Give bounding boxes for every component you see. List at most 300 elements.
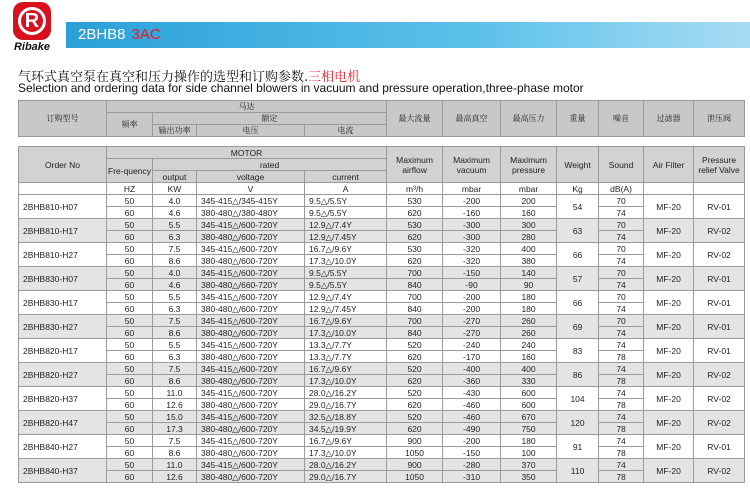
pressure-cell: 160 (501, 207, 557, 219)
airflow-cell: 900 (387, 459, 443, 471)
vacuum-cell: -240 (443, 339, 501, 351)
title-bar (66, 22, 750, 48)
vacuum-cell: -170 (443, 351, 501, 363)
unit-pressure: mbar (501, 183, 557, 195)
output-cell: 4.0 (153, 267, 197, 279)
voltage-cell: 345-415△/600-720Y (197, 315, 305, 327)
relief-cell: RV-02 (694, 411, 745, 435)
vacuum-cell: -490 (443, 423, 501, 435)
vacuum-cell: -200 (443, 435, 501, 447)
table-row (19, 411, 745, 423)
voltage-cell: 345-415△/600-720Y (197, 387, 305, 399)
output-cell: 6.3 (153, 351, 197, 363)
pressure-cell: 260 (501, 327, 557, 339)
filter-cell: MF-20 (644, 267, 694, 291)
sound-cell: 70 (599, 195, 644, 207)
table-row (19, 291, 745, 303)
unit-freq: HZ (107, 183, 153, 195)
relief-cell: RV-02 (694, 387, 745, 411)
table-row (19, 315, 745, 327)
sound-cell: 78 (599, 471, 644, 483)
en-max-vacuum: Maximum vacuum (443, 147, 501, 183)
current-cell: 9.5△/5.5Y (305, 195, 387, 207)
freq-cell: 50 (107, 363, 153, 375)
en-weight: Weight (557, 147, 599, 183)
vacuum-cell: -150 (443, 267, 501, 279)
sound-cell: 74 (599, 231, 644, 243)
order-no-cell: 2BHB820-H27 (19, 363, 107, 387)
freq-cell: 60 (107, 351, 153, 363)
pressure-cell: 400 (501, 243, 557, 255)
sound-cell: 70 (599, 243, 644, 255)
current-cell: 17.3△/10.0Y (305, 327, 387, 339)
pressure-cell: 90 (501, 279, 557, 291)
pressure-cell: 670 (501, 411, 557, 423)
pressure-cell: 350 (501, 471, 557, 483)
en-max-pressure: Maximum pressure (501, 147, 557, 183)
vacuum-cell: -430 (443, 387, 501, 399)
airflow-cell: 840 (387, 327, 443, 339)
output-cell: 4.0 (153, 195, 197, 207)
sound-cell: 70 (599, 219, 644, 231)
voltage-cell: 345-415△/600-720Y (197, 435, 305, 447)
sound-cell: 74 (599, 303, 644, 315)
table-row (19, 375, 745, 387)
airflow-cell: 700 (387, 315, 443, 327)
sound-cell: 74 (599, 327, 644, 339)
voltage-cell: 380-480△/600-720Y (197, 447, 305, 459)
logo-text: Ribake (13, 41, 51, 53)
table-row (19, 267, 745, 279)
vacuum-cell: -310 (443, 471, 501, 483)
table-row (19, 435, 745, 447)
current-cell: 17.3△/10.0Y (305, 375, 387, 387)
filter-cell: MF-20 (644, 315, 694, 339)
output-cell: 11.0 (153, 459, 197, 471)
airflow-cell: 840 (387, 279, 443, 291)
vacuum-cell: -160 (443, 207, 501, 219)
filter-cell: MF-20 (644, 243, 694, 267)
relief-cell: RV-02 (694, 243, 745, 267)
freq-cell: 60 (107, 327, 153, 339)
current-cell: 28.0△/16.2Y (305, 459, 387, 471)
voltage-cell: 345-415△/600-720Y (197, 459, 305, 471)
en-current: current (305, 171, 387, 183)
sound-cell: 74 (599, 363, 644, 375)
unit-weight: Kg (557, 183, 599, 195)
airflow-cell: 530 (387, 195, 443, 207)
sound-cell: 70 (599, 291, 644, 303)
current-cell: 9.5△/5.5Y (305, 279, 387, 291)
order-no-cell: 2BHB810-H17 (19, 219, 107, 243)
en-sound: Sound (599, 147, 644, 183)
airflow-cell: 620 (387, 375, 443, 387)
freq-cell: 60 (107, 231, 153, 243)
airflow-cell: 620 (387, 423, 443, 435)
cn-order-no: 订购型号 (19, 101, 107, 137)
pressure-cell: 180 (501, 291, 557, 303)
current-cell: 16.7△/9.6Y (305, 315, 387, 327)
heading-cn: 气环式真空泵在真空和压力操作的选型和订购参数.三相电机 (18, 70, 361, 85)
order-no-cell: 2BHB820-H37 (19, 387, 107, 411)
unit-current: A (305, 183, 387, 195)
relief-cell: RV-01 (694, 195, 745, 219)
filter-cell: MF-20 (644, 459, 694, 483)
airflow-cell: 700 (387, 267, 443, 279)
weight-cell: 63 (557, 219, 599, 243)
vacuum-cell: -200 (443, 303, 501, 315)
airflow-cell: 1050 (387, 447, 443, 459)
table-row (19, 279, 745, 291)
unit-airflow: m³/h (387, 183, 443, 195)
table-row (19, 195, 745, 207)
weight-cell: 86 (557, 363, 599, 387)
pressure-cell: 260 (501, 315, 557, 327)
pressure-cell: 380 (501, 255, 557, 267)
vacuum-cell: -280 (443, 459, 501, 471)
freq-cell: 60 (107, 255, 153, 267)
current-cell: 12.9△/7.4Y (305, 219, 387, 231)
weight-cell: 120 (557, 411, 599, 435)
weight-cell: 110 (557, 459, 599, 483)
voltage-cell: 345-415△/345-415Y (197, 195, 305, 207)
freq-cell: 50 (107, 291, 153, 303)
pressure-cell: 330 (501, 375, 557, 387)
weight-cell: 66 (557, 291, 599, 315)
order-no-cell: 2BHB840-H27 (19, 435, 107, 459)
voltage-cell: 380-480△/600-720Y (197, 471, 305, 483)
heading-en: Selection and ordering data for side channel blowers in vacuum and pressure operation,three-phase motor (18, 81, 584, 95)
current-cell: 28.0△/16.2Y (305, 387, 387, 399)
current-cell: 16.7△/9.6Y (305, 363, 387, 375)
relief-cell: RV-02 (694, 219, 745, 243)
freq-cell: 50 (107, 387, 153, 399)
relief-cell: RV-02 (694, 459, 745, 483)
filter-cell: MF-20 (644, 291, 694, 315)
vacuum-cell: -360 (443, 375, 501, 387)
order-no-cell: 2BHB820-H47 (19, 411, 107, 435)
table-row (19, 255, 745, 267)
voltage-cell: 345-415△/600-720Y (197, 219, 305, 231)
output-cell: 7.5 (153, 435, 197, 447)
pressure-cell: 180 (501, 435, 557, 447)
title-ac: 3AC (131, 26, 161, 43)
cn-current: 电流 (305, 125, 387, 137)
sound-cell: 78 (599, 423, 644, 435)
unit-voltage: V (197, 183, 305, 195)
pressure-cell: 600 (501, 399, 557, 411)
voltage-cell: 345-415△/600-720Y (197, 291, 305, 303)
voltage-cell: 380-480△/600-720Y (197, 303, 305, 315)
output-cell: 5.5 (153, 339, 197, 351)
order-no-cell: 2BHB830-H07 (19, 267, 107, 291)
airflow-cell: 840 (387, 303, 443, 315)
voltage-cell: 345-415△/600-720Y (197, 243, 305, 255)
sound-cell: 78 (599, 375, 644, 387)
logo-badge (13, 2, 51, 40)
airflow-cell: 620 (387, 351, 443, 363)
pressure-cell: 280 (501, 231, 557, 243)
en-freq: Fre-quency (107, 159, 153, 183)
sound-cell: 78 (599, 351, 644, 363)
voltage-cell: 380-480△/600-720Y (197, 327, 305, 339)
freq-cell: 50 (107, 339, 153, 351)
table-row (19, 327, 745, 339)
current-cell: 13.3△/7.7Y (305, 339, 387, 351)
pressure-cell: 400 (501, 363, 557, 375)
weight-cell: 69 (557, 315, 599, 339)
vacuum-cell: -300 (443, 219, 501, 231)
voltage-cell: 380-480△/600-720Y (197, 399, 305, 411)
en-rated: rated (153, 159, 387, 171)
current-cell: 17.3△/10.0Y (305, 255, 387, 267)
output-cell: 8.6 (153, 327, 197, 339)
vacuum-cell: -270 (443, 315, 501, 327)
freq-cell: 50 (107, 195, 153, 207)
voltage-cell: 380-480△/600-720Y (197, 351, 305, 363)
table-row (19, 399, 745, 411)
airflow-cell: 620 (387, 231, 443, 243)
table-row (19, 303, 745, 315)
table-row (19, 471, 745, 483)
current-cell: 34.5△/19.9Y (305, 423, 387, 435)
freq-cell: 50 (107, 411, 153, 423)
airflow-cell: 530 (387, 219, 443, 231)
freq-cell: 60 (107, 399, 153, 411)
vacuum-cell: -150 (443, 447, 501, 459)
freq-cell: 50 (107, 315, 153, 327)
vacuum-cell: -200 (443, 195, 501, 207)
current-cell: 9.5△/5.5Y (305, 267, 387, 279)
pressure-cell: 300 (501, 219, 557, 231)
freq-cell: 60 (107, 207, 153, 219)
voltage-cell: 345-415△/600-720Y (197, 363, 305, 375)
vacuum-cell: -460 (443, 399, 501, 411)
order-no-cell: 2BHB830-H27 (19, 315, 107, 339)
output-cell: 8.6 (153, 375, 197, 387)
output-cell: 7.5 (153, 315, 197, 327)
current-cell: 9.5△/5.5Y (305, 207, 387, 219)
sound-cell: 74 (599, 387, 644, 399)
en-output: output (153, 171, 197, 183)
vacuum-cell: -270 (443, 327, 501, 339)
table-row (19, 219, 745, 231)
en-max-airflow: Maximum airflow (387, 147, 443, 183)
sound-cell: 74 (599, 339, 644, 351)
table-row (19, 423, 745, 435)
freq-cell: 60 (107, 279, 153, 291)
relief-cell: RV-01 (694, 315, 745, 339)
output-cell: 5.5 (153, 219, 197, 231)
freq-cell: 60 (107, 471, 153, 483)
output-cell: 4.6 (153, 279, 197, 291)
weight-cell: 104 (557, 387, 599, 411)
pressure-cell: 100 (501, 447, 557, 459)
pressure-cell: 240 (501, 339, 557, 351)
cn-header-table (18, 100, 745, 137)
vacuum-cell: -460 (443, 411, 501, 423)
table-row (19, 447, 745, 459)
vacuum-cell: -320 (443, 243, 501, 255)
current-cell: 13.3△/7.7Y (305, 351, 387, 363)
sound-cell: 70 (599, 315, 644, 327)
vacuum-cell: -400 (443, 363, 501, 375)
airflow-cell: 620 (387, 255, 443, 267)
relief-cell: RV-02 (694, 363, 745, 387)
airflow-cell: 520 (387, 411, 443, 423)
current-cell: 29.0△/16.7Y (305, 471, 387, 483)
voltage-cell: 345-415△/600-720Y (197, 267, 305, 279)
sound-cell: 78 (599, 399, 644, 411)
cn-weight: 重量 (557, 101, 599, 137)
title-model: 2BHB8 3AC (78, 26, 161, 43)
brand-logo (4, 2, 60, 56)
cn-freq: 频率 (107, 113, 153, 137)
vacuum-cell: -200 (443, 291, 501, 303)
filter-cell: MF-20 (644, 411, 694, 435)
relief-cell: RV-01 (694, 339, 745, 363)
filter-cell: MF-20 (644, 195, 694, 219)
logo-letter: R (24, 10, 40, 32)
airflow-cell: 530 (387, 243, 443, 255)
selection-table (18, 146, 745, 483)
cn-sound: 噪音 (599, 101, 644, 137)
pressure-cell: 180 (501, 303, 557, 315)
table-row (19, 387, 745, 399)
output-cell: 4.6 (153, 207, 197, 219)
current-cell: 12.9△/7.4Y (305, 291, 387, 303)
en-voltage: voltage (197, 171, 305, 183)
relief-cell: RV-01 (694, 267, 745, 291)
sound-cell: 74 (599, 255, 644, 267)
output-cell: 6.3 (153, 231, 197, 243)
airflow-cell: 520 (387, 339, 443, 351)
output-cell: 12.6 (153, 399, 197, 411)
freq-cell: 60 (107, 375, 153, 387)
voltage-cell: 380-480△/600-720Y (197, 423, 305, 435)
output-cell: 15.0 (153, 411, 197, 423)
units-row (19, 183, 745, 195)
table-row (19, 459, 745, 471)
pressure-cell: 160 (501, 351, 557, 363)
output-cell: 11.0 (153, 387, 197, 399)
order-no-cell: 2BHB810-H27 (19, 243, 107, 267)
freq-cell: 50 (107, 243, 153, 255)
relief-cell: RV-01 (694, 291, 745, 315)
output-cell: 12.6 (153, 471, 197, 483)
freq-cell: 60 (107, 447, 153, 459)
airflow-cell: 520 (387, 363, 443, 375)
weight-cell: 91 (557, 435, 599, 459)
cn-voltage: 电压 (197, 125, 305, 137)
weight-cell: 54 (557, 195, 599, 219)
table-row (19, 339, 745, 351)
output-cell: 17.3 (153, 423, 197, 435)
airflow-cell: 620 (387, 207, 443, 219)
weight-cell: 57 (557, 267, 599, 291)
voltage-cell: 380-480△/380-480Y (197, 207, 305, 219)
voltage-cell: 380-480△/660-720Y (197, 279, 305, 291)
freq-cell: 60 (107, 303, 153, 315)
freq-cell: 60 (107, 423, 153, 435)
table-row (19, 207, 745, 219)
pressure-cell: 370 (501, 459, 557, 471)
vacuum-cell: -90 (443, 279, 501, 291)
pressure-cell: 750 (501, 423, 557, 435)
output-cell: 5.5 (153, 291, 197, 303)
voltage-cell: 380-480△/600-720Y (197, 255, 305, 267)
cn-max-flow: 最大流量 (387, 101, 443, 137)
voltage-cell: 345-415△/600-720Y (197, 339, 305, 351)
filter-cell: MF-20 (644, 387, 694, 411)
heading-cn-red: 三相电机 (308, 70, 361, 85)
airflow-cell: 520 (387, 387, 443, 399)
filter-cell: MF-20 (644, 435, 694, 459)
voltage-cell: 380-480△/600-720Y (197, 375, 305, 387)
table-row (19, 363, 745, 375)
unit-vacuum: mbar (443, 183, 501, 195)
en-order-no: Order No (19, 147, 107, 183)
sound-cell: 78 (599, 447, 644, 459)
output-cell: 7.5 (153, 363, 197, 375)
output-cell: 7.5 (153, 243, 197, 255)
current-cell: 12.9△/7.45Y (305, 303, 387, 315)
en-motor: MOTOR (107, 147, 387, 159)
sound-cell: 74 (599, 279, 644, 291)
en-filter: Air Filter (644, 147, 694, 183)
en-relief: Pressure relief Valve (694, 147, 745, 183)
filter-cell: MF-20 (644, 339, 694, 363)
sound-cell: 74 (599, 207, 644, 219)
sound-cell: 74 (599, 435, 644, 447)
current-cell: 16.7△/9.6Y (305, 435, 387, 447)
pressure-cell: 600 (501, 387, 557, 399)
filter-cell: MF-20 (644, 363, 694, 387)
filter-cell: MF-20 (644, 219, 694, 243)
output-cell: 8.6 (153, 447, 197, 459)
sound-cell: 74 (599, 411, 644, 423)
page-header (0, 0, 750, 58)
freq-cell: 50 (107, 459, 153, 471)
current-cell: 17.3△/10.0Y (305, 447, 387, 459)
output-cell: 6.3 (153, 303, 197, 315)
current-cell: 16.7△/9.6Y (305, 243, 387, 255)
airflow-cell: 900 (387, 435, 443, 447)
freq-cell: 50 (107, 435, 153, 447)
vacuum-cell: -320 (443, 255, 501, 267)
weight-cell: 83 (557, 339, 599, 363)
output-cell: 8.6 (153, 255, 197, 267)
voltage-cell: 380-480△/600-720Y (197, 231, 305, 243)
sound-cell: 74 (599, 459, 644, 471)
airflow-cell: 700 (387, 291, 443, 303)
order-no-cell: 2BHB830-H17 (19, 291, 107, 315)
order-no-cell: 2BHB820-H17 (19, 339, 107, 363)
weight-cell: 66 (557, 243, 599, 267)
relief-cell: RV-01 (694, 435, 745, 459)
current-cell: 12.9△/7.45Y (305, 231, 387, 243)
freq-cell: 50 (107, 219, 153, 231)
current-cell: 29.0△/16.7Y (305, 399, 387, 411)
current-cell: 32.5△/18.8Y (305, 411, 387, 423)
cn-output: 输出功率 (153, 125, 197, 137)
sound-cell: 70 (599, 267, 644, 279)
cn-motor: 马达 (107, 101, 387, 113)
cn-filter: 过滤器 (644, 101, 694, 137)
unit-sound: dB(A) (599, 183, 644, 195)
airflow-cell: 620 (387, 399, 443, 411)
voltage-cell: 345-415△/600-720Y (197, 411, 305, 423)
